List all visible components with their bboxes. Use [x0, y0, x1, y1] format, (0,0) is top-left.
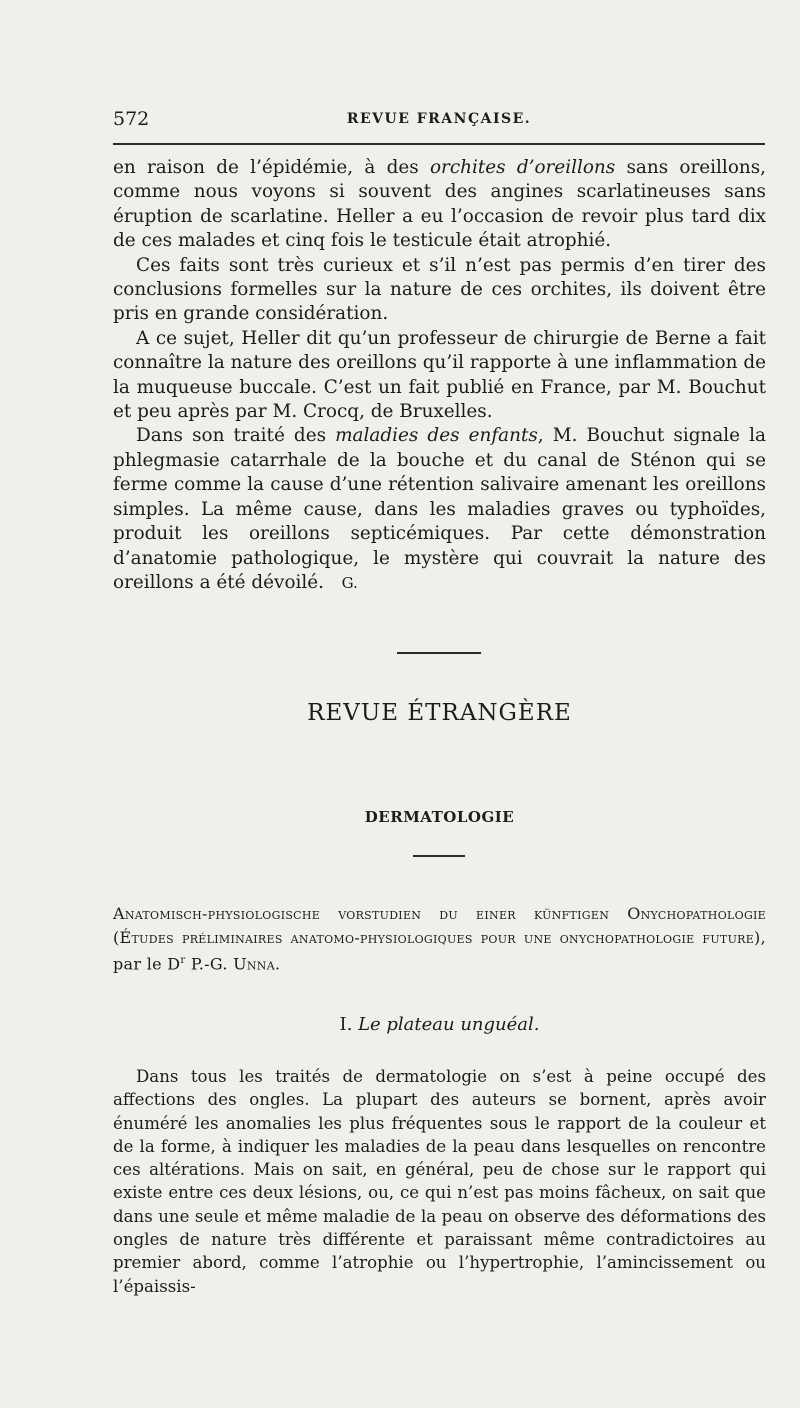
chapter-heading — [113, 1014, 766, 1035]
paragraph — [113, 156, 766, 254]
author-name: P.-G. Unna. — [185, 954, 281, 974]
article-title-text: Anatomisch-physiologische vorstudien du einer künftigen Onychopathologie (Études préliminaires anatomo-physiologiques pour une onychopathologie future) — [113, 904, 766, 947]
text-run: Dans son traité des — [136, 425, 336, 447]
italic-term: orchites d’oreillons — [429, 157, 616, 178]
paragraph: Dans tous les traités de dermatologie on s’est à peine occupé des affections des ongles. La plupart des auteurs se bornent, après avoir énuméré les anomalies les plus fréquentes sous le rapport de la couleur et de la forme, à indiquer les maladies de la peau dans lesquelles on rencontre ces altérations. Mais on sait, en général, peu de chose sur le rapport qui existe entre ces deux lésions, ou, ce qui n’est pas moins fâcheux, on sait que dans une seule et même maladie de la peau on observe des déformations des ongles de nature très différente et paraissant même contradictoires au premier abord, comme l’atrophie ou l’hypertrophie, l’amincissement ou l’épaissis- — [113, 1067, 766, 1296]
section-title: REVUE ÉTRANGÈRE — [307, 700, 572, 726]
paragraph — [113, 424, 766, 595]
chapter-number: I. — [339, 1014, 353, 1035]
running-head — [113, 108, 765, 132]
subsection-divider — [413, 855, 465, 857]
top-section — [113, 156, 766, 595]
section-divider — [397, 652, 481, 654]
chapter-title: Le plateau unguéal. — [358, 1014, 540, 1035]
text-run: , M. Bouchut signale la phlegmasie catarrhale de la bouche et du canal de Sténon qui se ferme comme la cause d’une rétention salivaire amenant les oreillons simples. La même cause, dans les maladies graves ou typhoïdes, produit les oreillons septicémiques. Par cette démonstration d’anatomie pathologique, le mystère qui couvrait la nature des oreillons a été dévoilé. — [113, 425, 767, 593]
page-number: 572 — [113, 108, 150, 130]
byline-prefix: , par le D — [113, 927, 766, 974]
paragraph: A ce sujet, Heller dit qu’un professeur de chirurgie de Berne a fait connaître la nature des oreillons qu’il rapporte à une inflammation de la muqueuse buccale. C’est un fait publié en France, par M. Bouchut et peu après par M. Crocq, de Bruxelles. — [113, 327, 766, 423]
paragraph: Ces faits sont très curieux et s’il n’est pas permis d’en tirer des conclusions formelles sur la nature de ces orchites, ils doivent être pris en grande considération. — [113, 254, 766, 325]
text-run: en raison de l’épidémie, à des — [113, 157, 430, 178]
journal-title: REVUE FRANÇAISE. — [346, 111, 532, 127]
article-body — [113, 1065, 766, 1298]
article-title — [113, 902, 766, 976]
subsection-title: DERMATOLOGIE — [364, 808, 515, 826]
header-rule — [113, 143, 765, 145]
author-signature: G. — [341, 573, 358, 592]
text-run: sans oreillons, comme nous voyons si souvent des angines scarlatineuses sans éruption de scarlatine. Heller a eu l’occasion de revoir plus tard dix de ces malades et cinq fois le testicule était atrophié. — [113, 157, 767, 252]
byline-superscript: r — [180, 955, 186, 966]
italic-term: maladies des enfants — [335, 425, 538, 447]
